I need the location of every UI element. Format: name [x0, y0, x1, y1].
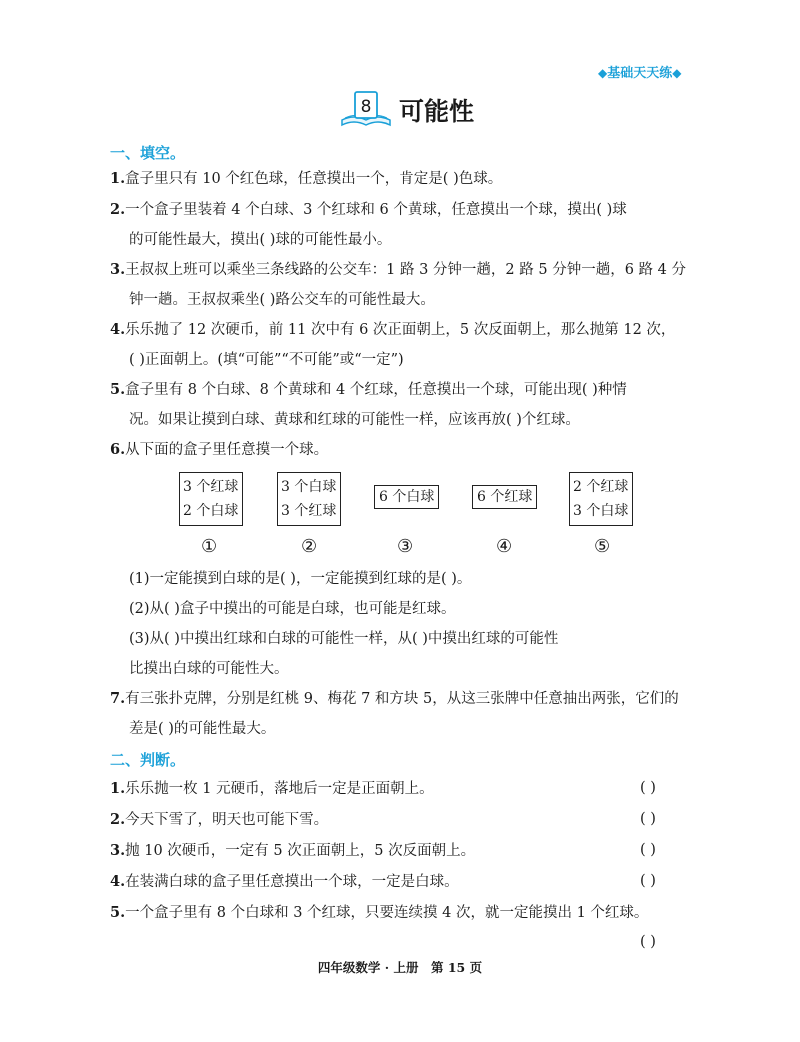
page-title: 可能性 [399, 97, 475, 126]
question-5-line2: 况。如果让摸到白球、黄球和红球的可能性一样，应该再放( )个红球。 [129, 412, 580, 428]
judge-2: 2.今天下雪了，明天也可能下雪。 [110, 811, 329, 828]
section-heading-judge: 二、判断。 [110, 751, 186, 769]
box-label-5: ⑤ [594, 536, 611, 557]
judge-4-answer: ( ) [640, 873, 656, 889]
section-heading-fill: 一、填空。 [110, 144, 186, 162]
judge-3-answer: ( ) [640, 842, 656, 858]
page-footer: 四年级数学 · 上册 第 15 页 [317, 960, 483, 975]
diamond-icon-left: ◆ [598, 66, 608, 80]
question-4-line2: ( )正面朝上。(填“可能”“不可能”或“一定”) [129, 352, 404, 368]
question-4-line1: 4.乐乐抛了 12 次硬币，前 11 次中有 6 次正面朝上，5 次反面朝上，那么抛第 12 次， [110, 321, 676, 338]
question-6-sub1: (1)一定能摸到白球的是( )，一定能摸到红球的是( )。 [129, 571, 472, 587]
judge-3: 3.抛 10 次硬币，一定有 5 次正面朝上，5 次反面朝上。 [110, 842, 476, 859]
box-label-2: ② [301, 536, 318, 557]
question-7-line2: 差是( )的可能性最大。 [129, 721, 276, 737]
badge-text: 基础天天练 [607, 66, 673, 81]
ball-box-2: 3 个白球 3 个红球 [277, 472, 341, 526]
question-1: 1.盒子里只有 10 个红色球，任意摸出一个，肯定是( )色球。 [110, 170, 503, 187]
lesson-number: 8 [360, 97, 372, 117]
judge-2-answer: ( ) [640, 811, 656, 827]
question-3-line2: 钟一趟。王叔叔乘坐( )路公交车的可能性最大。 [129, 292, 435, 308]
question-5-line1: 5.盒子里有 8 个白球、8 个黄球和 4 个红球，任意摸出一个球，可能出现( )种情 [110, 381, 627, 398]
box-label-3: ③ [397, 536, 414, 557]
question-6-sub3-line2: 比摸出白球的可能性大。 [129, 661, 289, 677]
question-6: 6.从下面的盒子里任意摸一个球。 [110, 441, 329, 458]
ball-box-5: 2 个红球 3 个白球 [569, 472, 633, 526]
judge-5-answer: ( ) [640, 934, 656, 950]
question-6-sub2: (2)从( )盒子中摸出的可能是白球，也可能是红球。 [129, 601, 456, 617]
open-book-icon [338, 90, 394, 130]
ball-box-4: 6 个红球 [472, 485, 537, 509]
judge-1: 1.乐乐抛一枚 1 元硬币，落地后一定是正面朝上。 [110, 780, 434, 797]
practice-badge [598, 62, 681, 81]
box-label-1: ① [201, 536, 218, 557]
ball-box-1: 3 个红球 2 个白球 [179, 472, 243, 526]
judge-5: 5.一个盒子里有 8 个白球和 3 个红球，只要连续摸 4 次，就一定能摸出 1 个红球。 [110, 904, 649, 921]
question-2-line2: 的可能性最大，摸出( )球的可能性最小。 [129, 232, 392, 248]
question-7-line1: 7.有三张扑克牌，分别是红桃 9、梅花 7 和方块 5，从这三张牌中任意抽出两张，它们的 [110, 690, 679, 707]
judge-1-answer: ( ) [640, 780, 656, 796]
question-6-sub3-line1: (3)从( )中摸出红球和白球的可能性一样，从( )中摸出红球的可能性 [129, 631, 559, 647]
judge-4: 4.在装满白球的盒子里任意摸出一个球，一定是白球。 [110, 873, 459, 890]
ball-box-3: 6 个白球 [374, 485, 439, 509]
diamond-icon-right: ◆ [672, 66, 682, 80]
question-3-line1: 3.王叔叔上班可以乘坐三条线路的公交车：1 路 3 分钟一趟，2 路 5 分钟一趟，6 路 4 分 [110, 261, 686, 278]
question-2-line1: 2.一个盒子里装着 4 个白球、3 个红球和 6 个黄球，任意摸出一个球，摸出( )球 [110, 201, 627, 218]
box-label-4: ④ [496, 536, 513, 557]
